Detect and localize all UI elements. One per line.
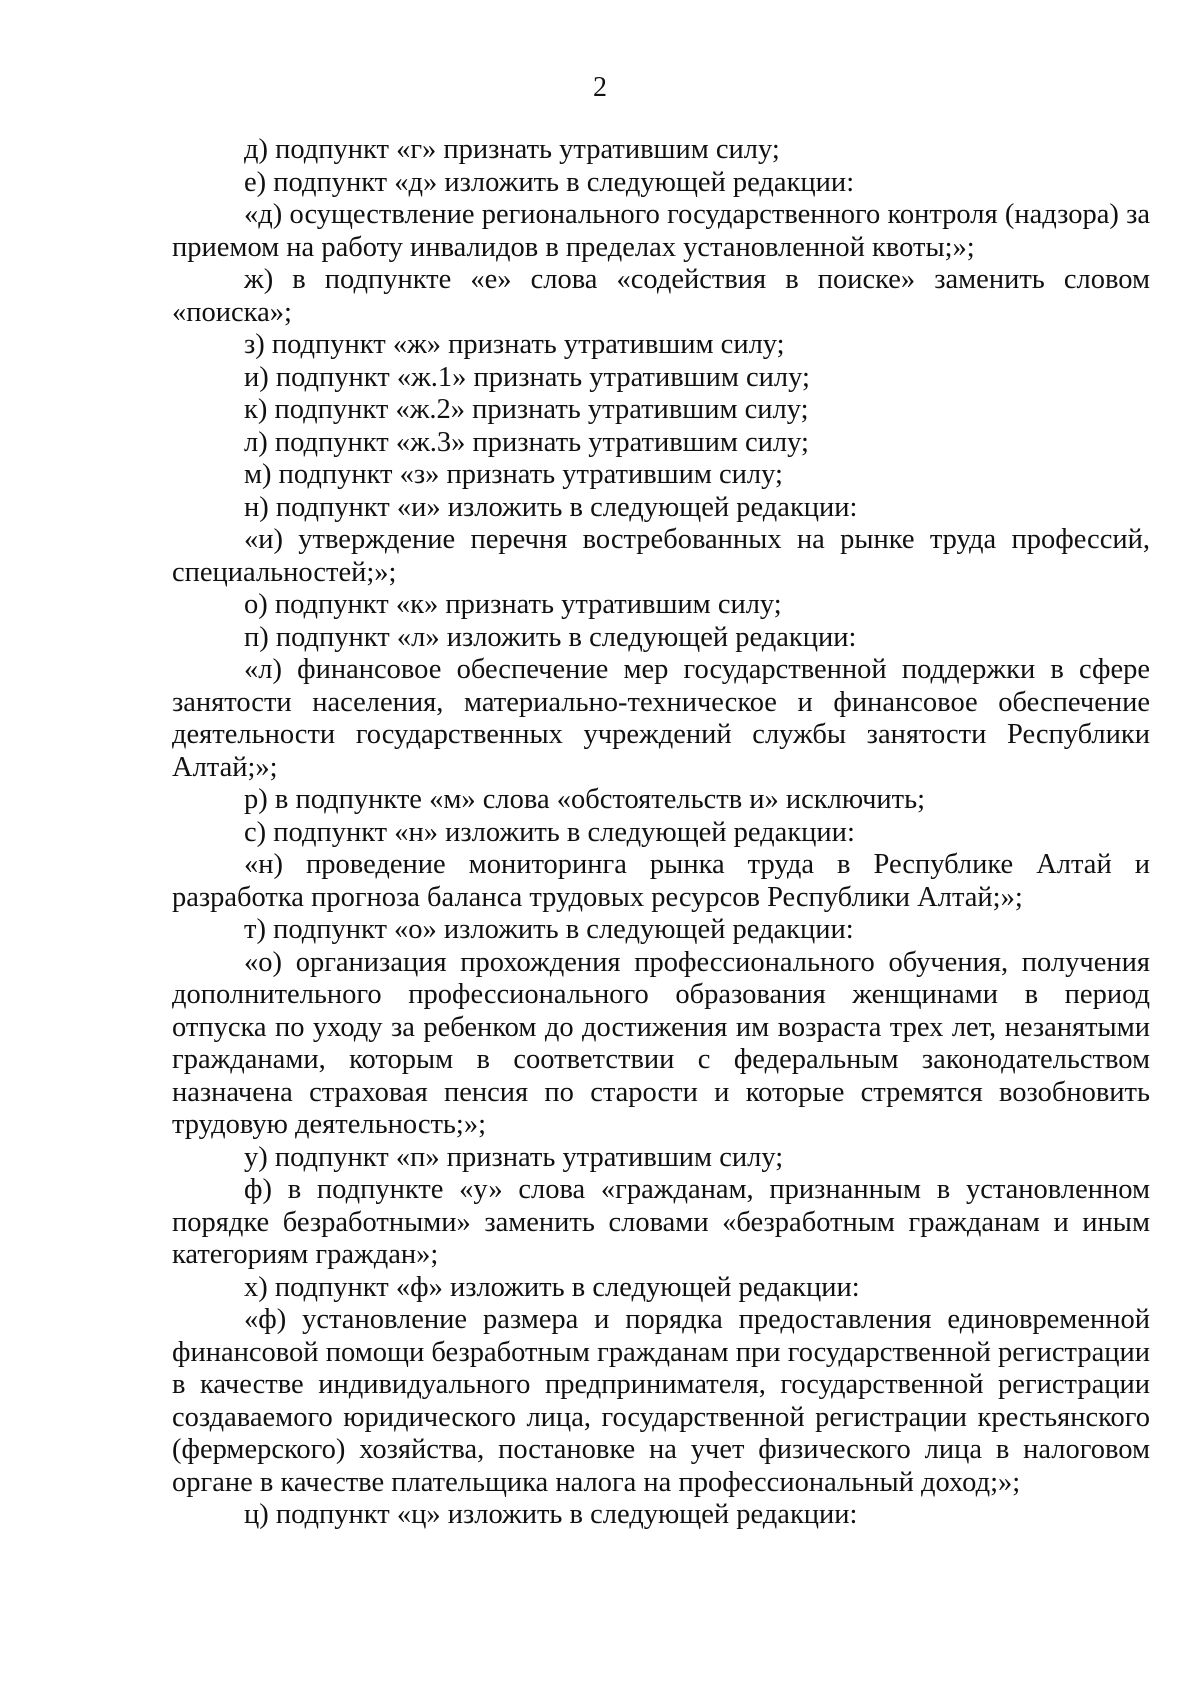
paragraph-n: н) подпункт «и» изложить в следующей редакции: — [244, 491, 858, 523]
paragraph-u: у) подпункт «п» признать утратившим силу; — [244, 1141, 784, 1173]
paragraph-r: р) в подпункте «м» слова «обстоятельств и» исключить; — [244, 784, 926, 815]
page-number: 2 — [593, 72, 607, 103]
paragraph-i: и) подпункт «ж.1» признать утратившим силу; — [244, 361, 810, 393]
paragraph-zh: ж) в подпункте «е» слова «содействия в поиске» заменить словом «поиска»; — [172, 264, 1150, 328]
paragraph-ts: ц) подпункт «ц» изложить в следующей редакции: — [244, 1499, 858, 1530]
paragraph-m: м) подпункт «з» признать утратившим силу; — [244, 459, 783, 490]
paragraph-k: к) подпункт «ж.2» признать утратившим силу; — [244, 394, 809, 425]
paragraph-kh-quote: «ф) установление размера и порядка предоставления единовременной финансовой помощи безработным гражданам при государственной регистрации в качестве индивидуального предпринимателя, государственной регистрации создаваемого юридического лица, государственной регистрации крестьянского (фермерского) хозяйства, постановке на учет физического лица в налоговом органе в качестве плательщика налога на профессиональный доход;»; — [172, 1304, 1150, 1498]
paragraph-p-quote: «л) финансовое обеспечение мер государственной поддержки в сфере занятости населения, материально-техническое и финансовое обеспечение деятельности государственных учреждений службы занятости Республики Алтай;»; — [172, 654, 1150, 783]
paragraph-o: о) подпункт «к» признать утратившим силу; — [244, 589, 782, 620]
paragraph-z: з) подпункт «ж» признать утратившим силу; — [244, 329, 785, 360]
paragraph-l: л) подпункт «ж.3» признать утратившим силу; — [244, 426, 809, 458]
paragraph-d: д) подпункт «г» признать утратившим силу; — [244, 134, 780, 165]
paragraph-s: с) подпункт «н» изложить в следующей редакции: — [244, 816, 855, 848]
paragraph-e-quote: «д) осуществление регионального государственного контроля (надзора) за приемом на работу инвалидов в пределах установленной квоты;»; — [172, 199, 1150, 263]
paragraph-f: ф) в подпункте «у» слова «гражданам, признанным в установленном порядке безработными» заменить словами «безработным гражданам и иным категориям граждан»; — [172, 1174, 1150, 1270]
paragraph-n-quote: «и) утверждение перечня востребованных на рынке труда профессий, специальностей;»; — [172, 524, 1150, 588]
paragraph-t-quote: «о) организация прохождения профессионального обучения, получения дополнительного профессионального образования женщинами в период отпуска по уходу за ребенком до достижения им возраста трех лет, незанятыми гражданами, которым в соответствии с федеральным законодательством назначена страховая пенсия по старости и которые стремятся возобновить трудовую деятельность;»; — [172, 946, 1150, 1140]
paragraph-p: п) подпункт «л» изложить в следующей редакции: — [244, 621, 857, 653]
paragraph-s-quote: «н) проведение мониторинга рынка труда в Республике Алтай и разработка прогноза баланса трудовых ресурсов Республики Алтай;»; — [172, 849, 1150, 913]
paragraph-t: т) подпункт «о» изложить в следующей редакции: — [244, 914, 854, 945]
paragraph-e: е) подпункт «д» изложить в следующей редакции: — [244, 166, 855, 198]
paragraph-kh: х) подпункт «ф» изложить в следующей редакции: — [244, 1271, 860, 1303]
document-body — [172, 134, 1150, 1532]
